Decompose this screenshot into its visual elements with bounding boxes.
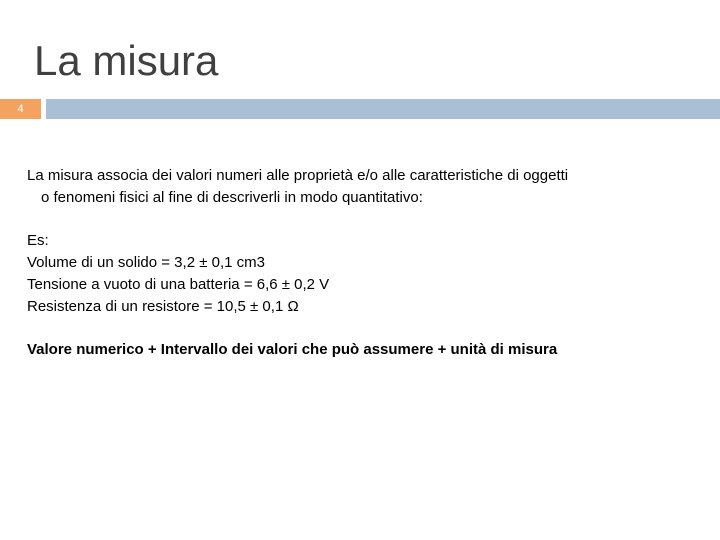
example-resistance: Resistenza di un resistore = 10,5 ± 0,1 Ω	[27, 298, 299, 315]
summary-line: Valore numerico + Intervallo dei valori che può assumere + unità di misura	[27, 341, 558, 358]
title-underline-bar	[46, 99, 720, 119]
intro-line-2: o fenomeni fisici al fine di descriverli in modo quantitativo:	[41, 189, 423, 206]
example-voltage: Tensione a vuoto di una batteria = 6,6 ± 0,2 V	[27, 276, 330, 293]
examples-block	[27, 230, 707, 318]
example-volume: Volume di un solido = 3,2 ± 0,1 cm3	[27, 254, 265, 271]
examples-heading: Es:	[27, 232, 49, 249]
intro-paragraph	[27, 165, 707, 209]
page-number: 4	[17, 103, 24, 115]
slide-title: La misura	[34, 37, 219, 84]
intro-line-1: La misura associa dei valori numeri alle proprietà e/o alle caratteristiche di oggetti	[27, 167, 569, 184]
